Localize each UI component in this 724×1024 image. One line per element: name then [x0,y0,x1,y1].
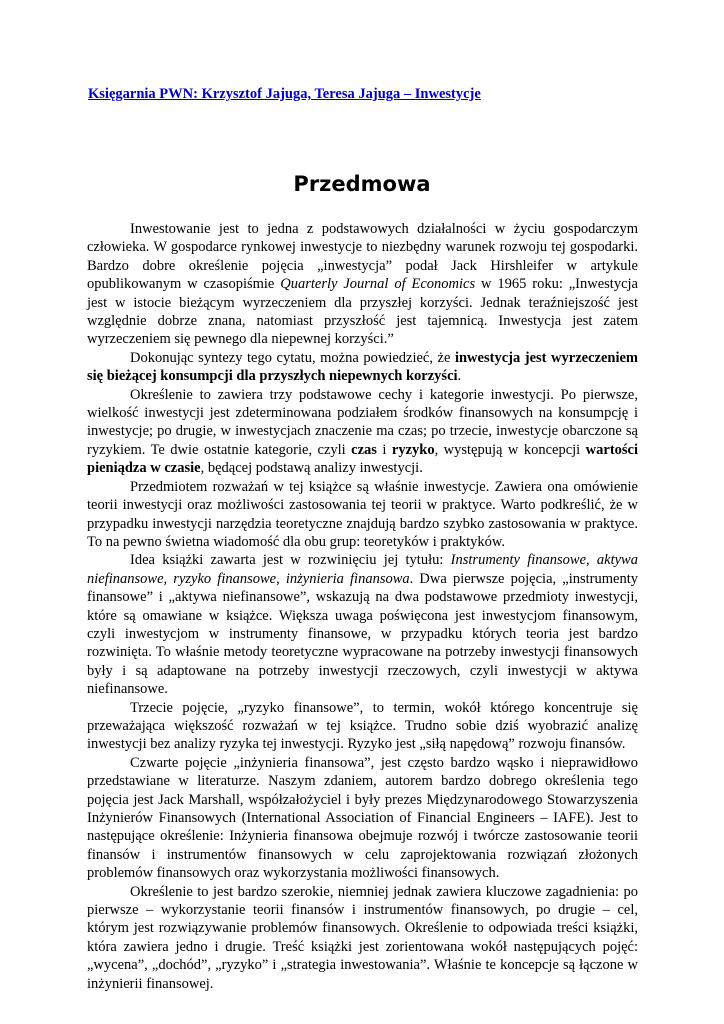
header-link[interactable]: Księgarnia PWN: Krzysztof Jajuga, Teresa Jajuga – Inwestycje [88,86,481,102]
text-run: i [376,441,392,458]
body-text [87,220,638,993]
text-run: , występują w koncepcji [434,441,586,458]
text-run: . Dwa pierwsze pojęcia, „instrumenty finansowe” i „aktywa niefinansowe”, wskazują na dwa podstawowe przedmioty inwestycji, które są omawiane w książce. Większa uwaga poświęcona jest inwestycjom finansowym, czyli inwestycjom w instrumenty finansowe, w przypadku których teoria jest bardzo rozwinięta. To właśnie metody teoretyczne wypracowane na potrzeby inwestycji finansowych były i są adaptowane na potrzeby inwestycji rzeczowych, czyli inwestycji w aktywa niefinansowe. [87,570,638,698]
text-run: Dokonując syntezy tego cytatu, można powiedzieć, że [130,349,455,366]
bold-text: czas [351,441,377,458]
paragraph [87,386,638,478]
bold-text: wartości pieniądza w czasie [87,441,638,477]
text-run: Określenie to jest bardzo szerokie, niemniej jednak zawiera kluczowe zagadnienia: po pierwsze – wykorzystanie teorii finansów i instrumentów finansowych, po drugie – cel, którym jest rozwiązywanie problemów finansowych. Określenie to odpowiada treści książki, która zawiera jedno i drugie. Treść książki jest zorientowana wokół następujących pojęć: „wycena”, „dochód”, „ryzyko” i „strategia inwestowania”. Właśnie te koncepcje są łączone w inżynierii finansowej. [87,883,638,992]
page-title: Przedmowa [293,172,431,196]
text-run: . [457,368,462,385]
text-run: Czwarte pojęcie „inżynieria finansowa”, jest często bardzo wąsko i nieprawidłowo przedstawiane w literaturze. Naszym zdaniem, autorem bardzo dobrego określenia tego pojęcia jest Jack Marshall, współzałożyciel i były prezes Międzynarodowego Stowarzyszenia Inżynierów Finansowych (International Association of Financial Engineers – IAFE). Jest to następujące określenie: Inżynieria finansowa obejmuje rozwój i twórcze zastosowanie teorii finansów i instrumentów finansowych w celu zaprojektowania rozwiązań złożonych problemów finansowych oraz wykorzystania możliwości finansowych. [87,754,638,882]
paragraph [87,699,638,754]
paragraph [87,754,638,883]
bold-text: ryzyko [391,441,435,458]
text-run: Idea książki zawarta jest w rozwinięciu jej tytułu: [130,552,451,569]
text-run: , będącej podstawą analizy inwestycji. [200,460,423,477]
italic-text: Instrumenty finansowe, aktywa niefinansowe, ryzyko finansowe, inżynieria finansowa [87,552,638,587]
italic-text: Quarterly Journal of Economics [280,276,476,293]
text-run: Inwestowanie jest to jedna z podstawowych działalności w życiu gospodarczym człowieka. W gospodarce rynkowej inwestycje to niezbędny warunek rozwoju tej gospodarki. Bardzo dobre określenie pojęcia „inwestycja” podał Jack Hirshleifer w artykule opublikowanym w czasopiśmie [87,221,638,293]
text-run: Przedmiotem rozważań w tej książce są właśnie inwestycje. Zawiera ona omówienie teorii inwestycji oraz możliwości zastosowania tej teorii w praktyce. Warto podkreślić, że w przypadku inwestycji narzędzia teoretyczne znajdują bardzo szybko zastosowania w praktyce. To na pewno świetna wiadomość dla obu grup: teoretyków i praktyków. [87,478,638,550]
paragraph [87,349,638,386]
text-run: w 1965 roku: „Inwestycja jest w istocie bieżącym wyrzeczeniem dla przyszłej korzyści. Jednak teraźniejszość jest względnie dobrze znana, natomiast przyszłość jest tajemnicą. Inwestycja jest zatem wyrzeczeniem się pewnego dla niepewnej korzyści.” [87,276,638,348]
paragraph [87,883,638,993]
text-run: Określenie to zawiera trzy podstawowe cechy i kategorie inwestycji. Po pierwsze, wielkość inwestycji jest zdeterminowana podziałem środków finansowych na konsumpcję i inwestycje; po drugie, w inwestycjach znaczenie ma czas; po trzecie, inwestycje obarczone są ryzykiem. Te dwie ostatnie kategorie, czyli [87,386,638,458]
paragraph [87,478,638,552]
paragraph [87,220,638,349]
paragraph [87,551,638,698]
text-run: Trzecie pojęcie, „ryzyko finansowe”, to termin, wokół którego koncentruje się przeważająca większość rozważań w tej książce. Trudno sobie dziś wyobrazić analizę inwestycji bez analizy ryzyka tej inwestycji. Ryzyko jest „siłą napędową” rozwoju finansów. [87,699,638,753]
bold-text: inwestycja jest wyrzeczeniem się bieżącej konsumpcji dla przyszłych niepewnych korzyści [87,349,638,385]
